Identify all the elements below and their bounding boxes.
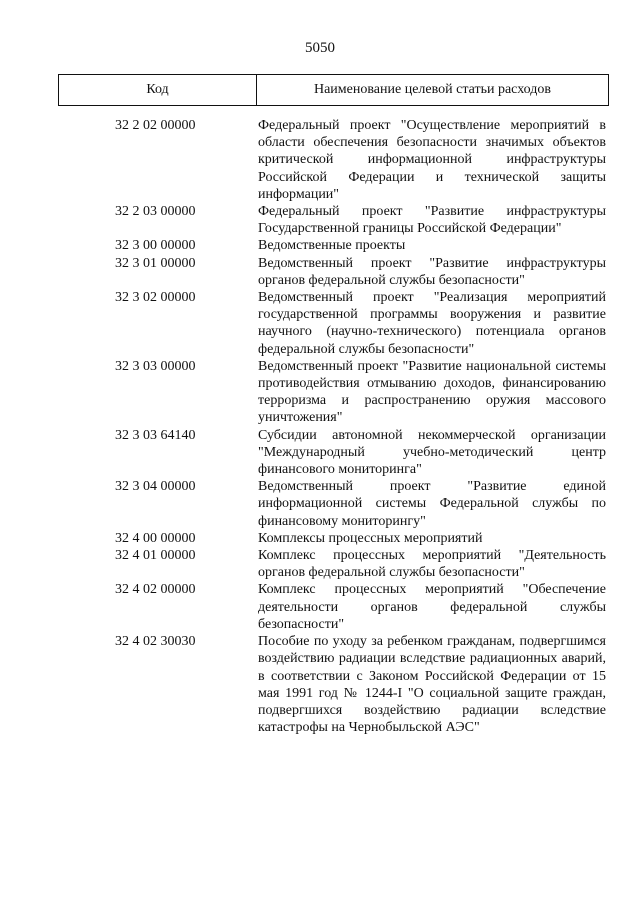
row-name: Федеральный проект "Осуществление мероприятий в области обеспечения безопасности значимых объектов критической информационной инфраструктуры Российской Федерации и технической защиты информации": [258, 118, 606, 202]
row-code: 32 2 03 00000: [115, 204, 196, 220]
table-row: [58, 427, 609, 479]
row-code: 32 3 03 64140: [115, 427, 196, 443]
row-name: Ведомственный проект "Развитие национальной системы противодействия отмыванию доходов, финансированию терроризма и распространению оружия массового уничтожения": [258, 358, 606, 426]
row-name: Ведомственный проект "Развитие единой информационной системы Федеральной службы по финансовому мониторингу": [258, 479, 606, 529]
table-row: [58, 358, 609, 427]
row-name: Ведомственный проект "Развитие инфраструктуры органов федеральной службы безопасности": [258, 255, 606, 288]
table-row: [58, 581, 609, 633]
row-code: 32 4 02 30030: [115, 634, 196, 650]
row-code: 32 4 01 00000: [115, 548, 196, 564]
table-row: [58, 547, 609, 581]
row-name: Ведомственные проекты: [258, 238, 406, 254]
page-number: 5050: [305, 40, 335, 56]
row-name: Комплекс процессных мероприятий "Деятельность органов федеральной службы безопасности": [258, 548, 606, 581]
row-code: 32 3 01 00000: [115, 255, 196, 271]
row-name: Федеральный проект "Развитие инфраструктуры Государственной границы Российской Федерации": [258, 204, 606, 237]
row-name: Субсидии автономной некоммерческой организации "Международный учебно-методический центр финансового мониторинга": [258, 427, 606, 478]
table-body: [58, 117, 609, 736]
row-code: 32 4 02 00000: [115, 582, 196, 598]
row-name: Ведомственный проект "Реализация мероприятий государственной программы вооружения и развитие научного (научно-технического) потенциала органов федеральной службы безопасности": [258, 290, 606, 357]
row-code: 32 3 02 00000: [115, 290, 196, 306]
row-code: 32 3 03 00000: [115, 358, 196, 374]
table-row: [58, 255, 609, 289]
row-name: Комплекс процессных мероприятий "Обеспечение деятельности органов федеральной службы безопасности": [258, 582, 606, 632]
table-row: [58, 633, 609, 736]
table-row: [58, 289, 609, 358]
row-code: 32 3 00 00000: [115, 238, 196, 254]
table-row: [58, 203, 609, 237]
header-name: Наименование целевой статьи расходов: [313, 82, 552, 97]
row-code: 32 3 04 00000: [115, 479, 196, 495]
table-row: [58, 478, 609, 530]
table-row: [58, 117, 609, 203]
table-row: [58, 530, 609, 547]
row-name: Комплексы процессных мероприятий: [258, 530, 483, 546]
row-code: 32 2 02 00000: [115, 118, 196, 133]
row-name: Пособие по уходу за ребенком гражданам, подвергшимся воздействию радиации вследствие радиационных аварий, в соответствии с Законом Российской Федерации от 15 мая 1991 год № 1244-I "О социальной защите граждан, подвергшихся воздействию радиации вследствие катастрофы на Чернобыльской АЭС": [258, 634, 606, 736]
table-row: [58, 237, 609, 254]
header-code: Код: [59, 75, 257, 105]
row-code: 32 4 00 00000: [115, 530, 196, 546]
table-header: [58, 74, 609, 106]
